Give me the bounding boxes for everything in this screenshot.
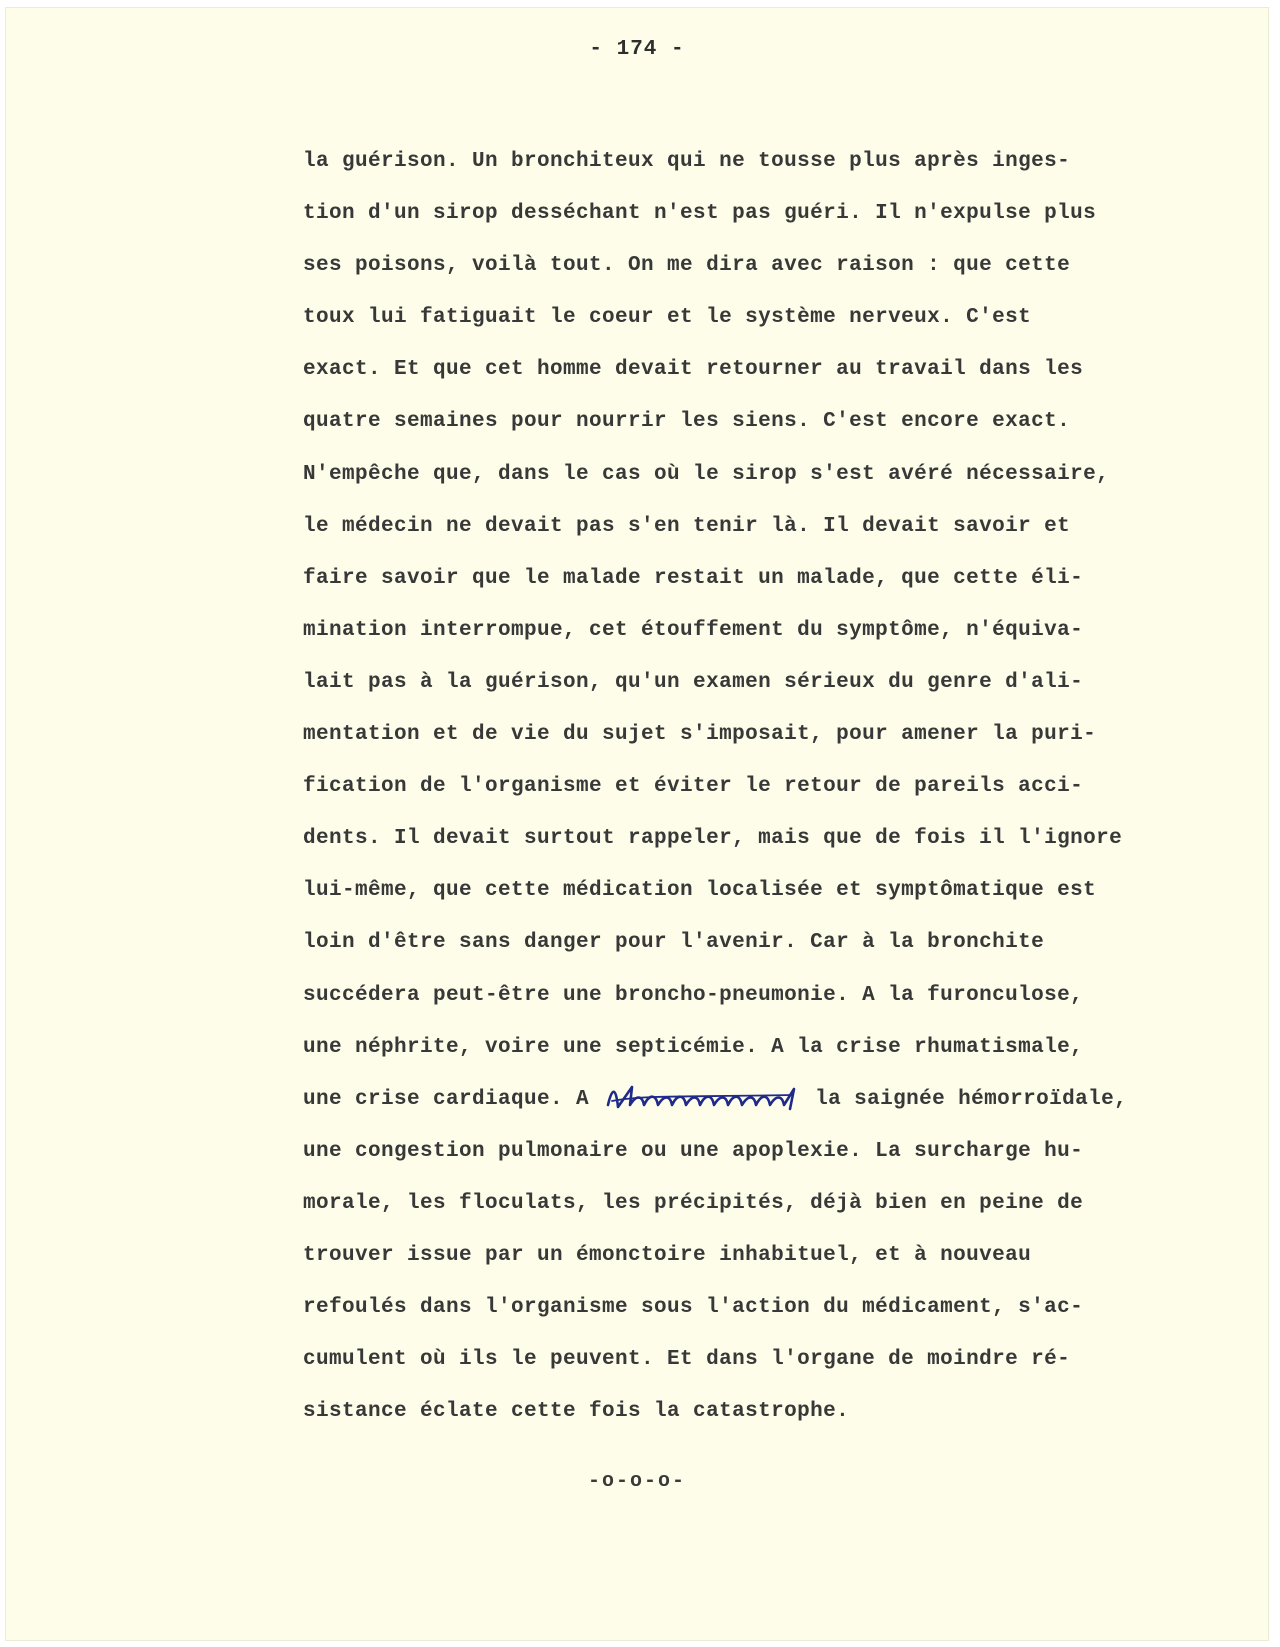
end-mark: -o-o-o-	[587, 1470, 686, 1493]
text-line: loin d'être sans danger pour l'avenir. Car à la bronchite	[303, 931, 1045, 955]
text-line: le médecin ne devait pas s'en tenir là. Il devait savoir et	[303, 514, 1071, 538]
text-line: trouver issue par un émonctoire inhabituel, et à nouveau	[303, 1243, 1032, 1267]
handwritten-strikeout	[602, 1083, 802, 1113]
text-line: fication de l'organisme et éviter le retour de pareils acci-	[303, 775, 1084, 799]
text-line: mination interrompue, cet étouffement du symptôme, n'équiva-	[303, 618, 1084, 642]
text-line: succédera peut-être une broncho-pneumonie. A la furonculose,	[303, 983, 1084, 1007]
text-line: lui-même, que cette médication localisée et symptômatique est	[303, 879, 1097, 903]
text-line: refoulés dans l'organisme sous l'action du médicament, s'ac-	[303, 1296, 1084, 1320]
text-line: ses poisons, voilà tout. On me dira avec raison : que cette	[303, 254, 1071, 278]
text-line: dents. Il devait surtout rappeler, mais que de fois il l'ignore	[303, 827, 1123, 851]
text-line: toux lui fatiguait le coeur et le système nerveux. C'est	[303, 306, 1032, 330]
page-number: - 174 -	[589, 38, 685, 61]
text-line: la guérison. Un bronchiteux qui ne tousse plus après inges-	[303, 150, 1071, 173]
text-line: une congestion pulmonaire ou une apoplexie. La surcharge hu-	[303, 1139, 1084, 1163]
text-line: mentation et de vie du sujet s'imposait, pour amener la puri-	[303, 723, 1097, 747]
text-segment: une crise cardiaque. A	[303, 1087, 603, 1111]
text-segment: la saignée hémorroïdale,	[802, 1087, 1128, 1111]
text-line: cumulent où ils le peuvent. Et dans l'organe de moindre ré-	[303, 1348, 1071, 1372]
text-line: morale, les floculats, les précipités, déjà bien en peine de	[303, 1191, 1084, 1215]
text-line: faire savoir que le malade restait un malade, que cette éli-	[303, 566, 1084, 590]
text-line: sistance éclate cette fois la catastrophe.	[303, 1400, 850, 1424]
typewritten-page	[6, 8, 1268, 1640]
text-line: exact. Et que cet homme devait retourner au travail dans les	[303, 358, 1084, 382]
text-line: lait pas à la guérison, qu'un examen sérieux du genre d'ali-	[303, 670, 1084, 694]
text-line-with-correction	[303, 1074, 1263, 1126]
text-line: une néphrite, voire une septicémie. A la crise rhumatismale,	[303, 1035, 1084, 1059]
body-text	[303, 136, 1263, 1438]
text-line: quatre semaines pour nourrir les siens. C'est encore exact.	[303, 410, 1071, 434]
text-line: N'empêche que, dans le cas où le sirop s'est avéré nécessaire,	[303, 462, 1110, 486]
text-line: tion d'un sirop desséchant n'est pas guéri. Il n'expulse plus	[303, 202, 1097, 226]
